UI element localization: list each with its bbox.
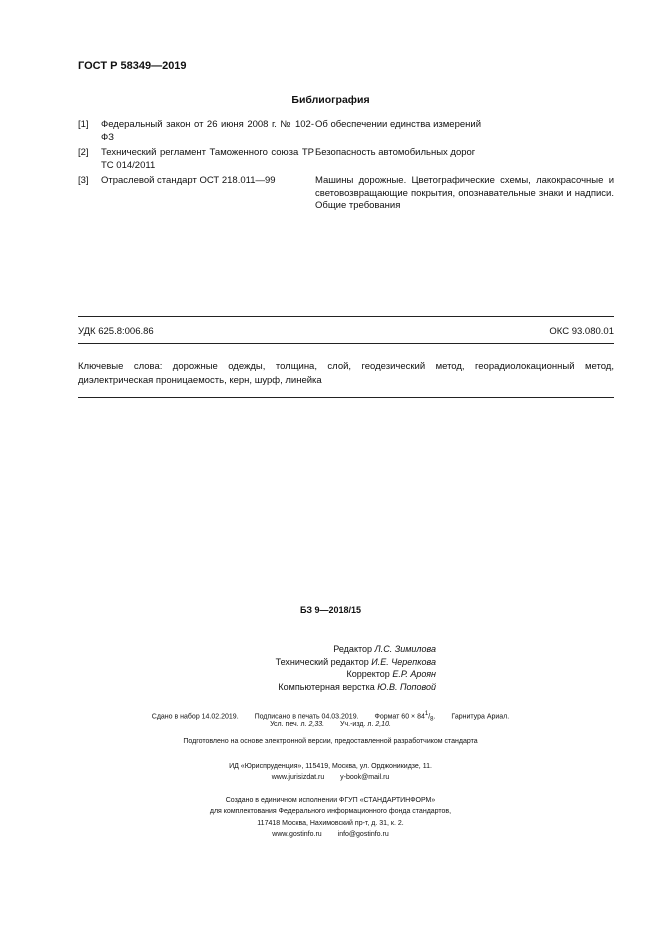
edit-sheets-value: 2,10. (375, 721, 391, 728)
producer-email-link[interactable]: info@gostinfo.ru (337, 831, 389, 838)
entry-number: [2] (78, 147, 89, 158)
entry-title: Безопасность автомобильных дорог (315, 147, 476, 158)
print-sheets-label: Усл. печ. л. (270, 721, 307, 728)
imprint-line-2 (0, 720, 661, 731)
imprint-line-1: Сдано в набор 14.02.2019. Подписано в печать 04.03.2019. Формат $60 \times 84^1/_8$. Гарнитура Ариал. (151, 711, 510, 723)
credit-name: Е.Р. Ароян (392, 669, 436, 679)
bibliography-entry (78, 175, 614, 213)
entry-source: Технический регламент Таможенного союза ТР ТС 014/2011 (101, 147, 314, 171)
entry-source: Отраслевой стандарт ОСТ 218.011—99 (101, 175, 276, 186)
producer-line-2: для комплектования Федерального информационного фонда стандартов, (209, 808, 452, 815)
bz-number: БЗ 9—2018/15 (299, 605, 362, 615)
print-sheets-value: 2,33. (308, 721, 325, 728)
standard-number: ГОСТ Р 58349—2019 (78, 60, 187, 72)
credit-line (200, 643, 436, 656)
publisher-email-link[interactable]: y-book@mail.ru (340, 774, 390, 781)
divider-bottom (78, 397, 614, 398)
imprint-signed: Подписано в печать 04.03.2019. (254, 713, 359, 721)
udk-code: УДК 625.8:006.86 (78, 326, 154, 337)
credit-name: И.Е. Черепкова (371, 656, 436, 667)
edit-sheets-label: Уч.-изд. л. (340, 721, 374, 728)
entry-number: [1] (78, 119, 89, 130)
keywords: Ключевые слова: дорожные одежды, толщина, слой, геодезический метод, георадиолокационный метод, диэлектрическая проницаемость, керн, шурф, линейка (78, 361, 614, 386)
bibliography-title: Библиография (291, 94, 370, 106)
prepared-note: Подготовлено на основе электронной версии, предоставленной разработчиком стандарта (183, 738, 478, 745)
publisher-site-link[interactable]: www.jurisizdat.ru (271, 774, 325, 781)
bibliography-list (78, 119, 614, 216)
credit-line (200, 656, 436, 669)
credit-line (200, 668, 436, 681)
entry-title: Машины дорожные. Цветографические схемы, лакокрасочные и световозвращающие покрытия, опознавательные знаки и надписи. Общие требования (315, 175, 614, 211)
imprint-submitted: Сдано в набор 14.02.2019. (151, 713, 239, 721)
credit-role: Компьютерная верстка (278, 681, 375, 692)
imprint-format: Формат 60 × 84 (374, 713, 425, 721)
divider-middle (78, 343, 614, 344)
credit-role: Редактор (333, 644, 373, 654)
entry-title: Об обеспечении единства измерений (315, 119, 482, 130)
credit-role: Технический редактор (275, 656, 369, 667)
format-denominator: 8 (430, 716, 434, 723)
format-numerator: 1 (424, 711, 429, 717)
producer-site-link[interactable]: www.gostinfo.ru (272, 831, 322, 838)
oks-code: ОКС 93.080.01 (549, 326, 614, 337)
bibliography-entry (78, 119, 614, 144)
producer-address: 117418 Москва, Нахимовский пр-т, д. 31, к. 2. (257, 820, 404, 827)
credit-name: Л.С. Зимилова (374, 644, 436, 654)
entry-source: Федеральный закон от 26 июня 2008 г. № 102-ФЗ (101, 119, 314, 143)
entry-number: [3] (78, 175, 89, 186)
publisher-contacts (0, 773, 661, 784)
credit-name: Ю.В. Поповой (377, 681, 436, 692)
imprint-font: Гарнитура Ариал. (451, 713, 510, 721)
bibliography-entry (78, 147, 614, 172)
producer-line-1: Создано в единичном исполнении ФГУП «СТАНДАРТИНФОРМ» (225, 797, 436, 804)
publisher-line: ИД «Юриспруденция», 115419, Москва, ул. Орджоникидзе, 11. (229, 763, 432, 770)
producer-contacts (0, 830, 661, 841)
divider-top (78, 316, 614, 317)
credits-block (200, 643, 436, 693)
credit-line (200, 681, 436, 694)
credit-role: Корректор (346, 669, 390, 679)
